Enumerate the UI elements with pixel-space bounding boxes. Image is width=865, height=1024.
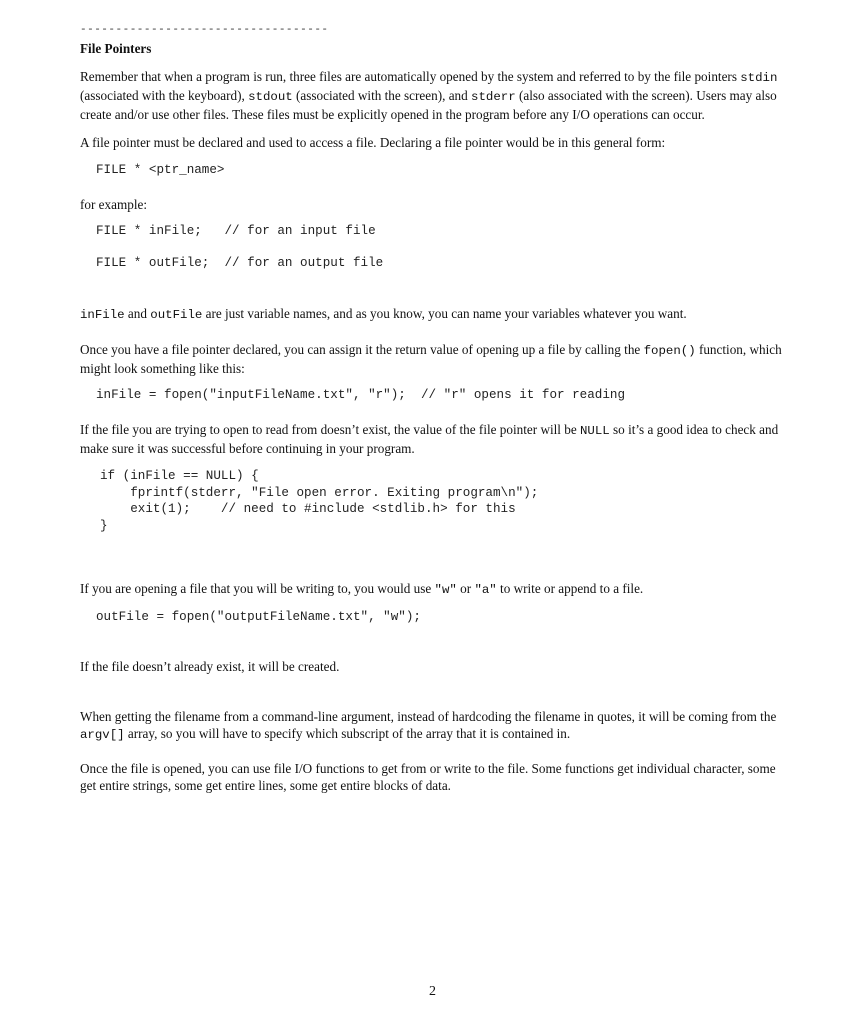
- text: If the file you are trying to open to read from doesn’t exist, the value of the file pointer will be: [80, 422, 580, 437]
- code-line-1: if (inFile == NULL) {: [100, 469, 259, 483]
- inline-code-fopen: fopen(): [643, 344, 696, 358]
- inline-code-stdin: stdin: [740, 71, 778, 85]
- code-fopen-read: inFile = fopen("inputFileName.txt", "r"); // "r" opens it for reading: [96, 388, 626, 402]
- inline-code-stdout: stdout: [248, 90, 293, 104]
- text: If you are opening a file that you will be writing to, you would use: [80, 581, 435, 596]
- paragraph-intro: [80, 68, 790, 123]
- inline-code-stderr: stderr: [471, 90, 516, 104]
- text: to write or append to a file.: [496, 581, 644, 596]
- paragraph-variable-names: [80, 305, 790, 324]
- text: When getting the filename from a command-line argument, instead of hardcoding the filename in quotes, it will be coming from the: [80, 709, 777, 724]
- text: (associated with the keyboard),: [80, 88, 249, 103]
- top-dashed-rule: -----------------------------------: [80, 24, 329, 36]
- code-outfile-decl: FILE * outFile; // for an output file: [96, 256, 384, 270]
- text: (associated with the screen), and: [292, 88, 472, 103]
- text: are just variable names, and as you know, you can name your variables whatever you want.: [202, 306, 687, 321]
- section-heading: File Pointers: [80, 41, 152, 56]
- paragraph-file-io: Once the file is opened, you can use file I/O functions to get from or write to the file. Some functions get individual character, some get entire strings, some get entire lines, some get entire blocks of data.: [80, 761, 776, 793]
- paragraph-declare: A file pointer must be declared and used to access a file. Declaring a file pointer would be in this general form:: [80, 135, 666, 150]
- paragraph-argv: [80, 708, 790, 744]
- code-line-4: }: [100, 518, 108, 533]
- code-general-form: FILE * <ptr_name>: [96, 163, 225, 177]
- paragraph-write-mode: [80, 580, 790, 599]
- paragraph-created: If the file doesn’t already exist, it will be created.: [80, 659, 340, 674]
- text: so it’s a good idea to check and make sure it was successful before continuing in your program.: [80, 422, 779, 456]
- page-number: 2: [429, 984, 436, 999]
- inline-code-infile: inFile: [80, 308, 125, 322]
- text: function, which might look something like this:: [80, 342, 782, 376]
- text: (also associated with the screen). Users may also create and/or use other files. These files must be explicitly opened in the program before any I/O operations can occur.: [80, 88, 777, 122]
- for-example-label: for example:: [80, 197, 148, 212]
- text: array, so you will have to specify which subscript of the array that it is contained in.: [124, 726, 571, 741]
- inline-code-argv: argv[]: [80, 728, 125, 742]
- code-infile-decl: FILE * inFile; // for an input file: [96, 224, 376, 238]
- document-page: [80, 24, 790, 794]
- inline-code-w: "w": [434, 583, 457, 597]
- code-fopen-write: outFile = fopen("outputFileName.txt", "w");: [96, 610, 421, 624]
- code-line-3: exit(1); // need to #include <stdlib.h> for this: [100, 502, 516, 516]
- text: Remember that when a program is run, three files are automatically opened by the system and referred to by the file pointers: [80, 69, 741, 84]
- inline-code-null: NULL: [580, 424, 610, 438]
- paragraph-fopen: [80, 341, 790, 377]
- inline-code-a: "a": [474, 583, 497, 597]
- text: Once you have a file pointer declared, you can assign it the return value of opening up a file by calling the: [80, 342, 644, 357]
- paragraph-null-check: [80, 421, 790, 457]
- inline-code-outfile: outFile: [150, 308, 203, 322]
- code-line-2: fprintf(stderr, "File open error. Exiting program\n");: [100, 485, 539, 500]
- text: or: [456, 581, 475, 596]
- code-null-check-block: [100, 468, 790, 534]
- text: and: [124, 306, 151, 321]
